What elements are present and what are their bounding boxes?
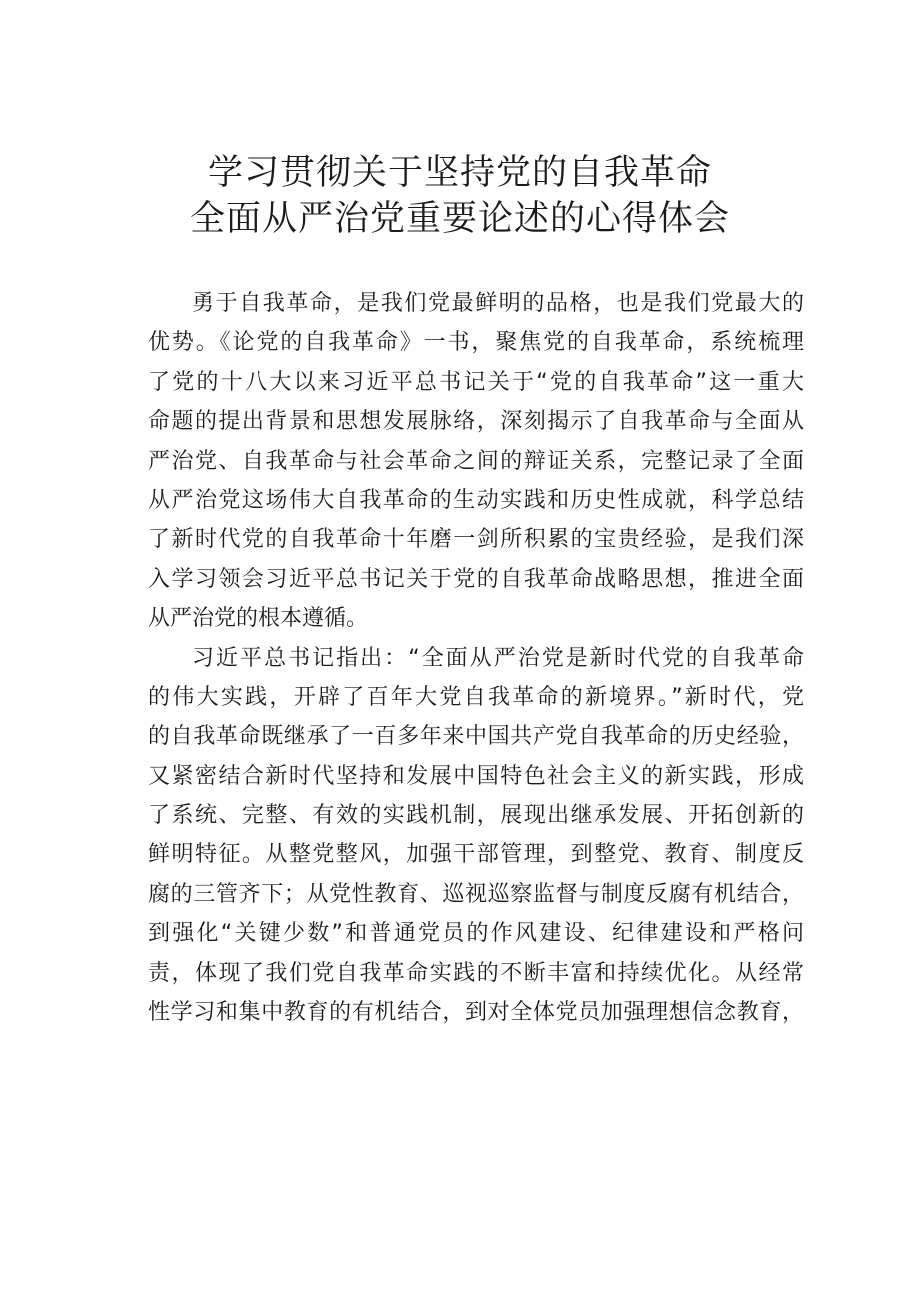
- text-line: 严治党、自我革命与社会革命之间的辩证关系，完整记录了全面: [148, 448, 804, 474]
- text-line: 勇于自我革命，是我们党最鲜明的品格，也是我们党最大的: [192, 291, 804, 316]
- document-title: [0, 150, 920, 242]
- title-line-1: 学习贯彻关于坚持党的自我革命: [207, 153, 712, 193]
- text-line: 腐的三管齐下；从党性教育、巡视巡察监督与制度反腐有机结合，: [148, 881, 804, 907]
- text-line: 优势。《论党的自我革命》一书，聚焦党的自我革命，系统梳理: [148, 330, 804, 356]
- text-line: 性学习和集中教育的有机结合，到对全体党员加强理想信念教育，: [148, 1000, 804, 1026]
- paragraph-1: [148, 284, 804, 639]
- text-line: 入学习领会习近平总书记关于党的自我革命战略思想，推进全面: [148, 566, 804, 592]
- text-line: 从严治党的根本遵循。: [148, 606, 369, 632]
- title-line-2: 全面从严治党重要论述的心得体会: [189, 199, 730, 239]
- text-line: 到强化“关键少数”和普通党员的作风建设、纪律建设和严格问: [148, 921, 804, 947]
- text-line: 了新时代党的自我革命十年磨一剑所积累的宝贵经验，是我们深: [148, 527, 804, 553]
- paragraph-2: [148, 639, 804, 1033]
- text-line: 了系统、完整、有效的实践机制，展现出继承发展、开拓创新的: [148, 803, 804, 829]
- document-body: [148, 284, 804, 1032]
- text-line: 从严治党这场伟大自我革命的生动实践和历史性成就，科学总结: [148, 487, 804, 513]
- text-line: 习近平总书记指出：“全面从严治党是新时代党的自我革命: [192, 645, 804, 671]
- text-line: 的伟大实践，开辟了百年大党自我革命的新境界。”新时代，党: [148, 684, 804, 710]
- text-line: 又紧密结合新时代坚持和发展中国特色社会主义的新实践，形成: [148, 763, 804, 789]
- text-line: 的自我革命既继承了一百多年来中国共产党自我革命的历史经验，: [148, 724, 804, 750]
- text-line: 责，体现了我们党自我革命实践的不断丰富和持续优化。从经常: [148, 960, 804, 986]
- text-line: 命题的提出背景和思想发展脉络，深刻揭示了自我革命与全面从: [148, 409, 804, 435]
- text-line: 鲜明特征。从整党整风，加强干部管理，到整党、教育、制度反: [148, 842, 804, 868]
- text-line: 了党的十八大以来习近平总书记关于“党的自我革命”这一重大: [148, 369, 805, 395]
